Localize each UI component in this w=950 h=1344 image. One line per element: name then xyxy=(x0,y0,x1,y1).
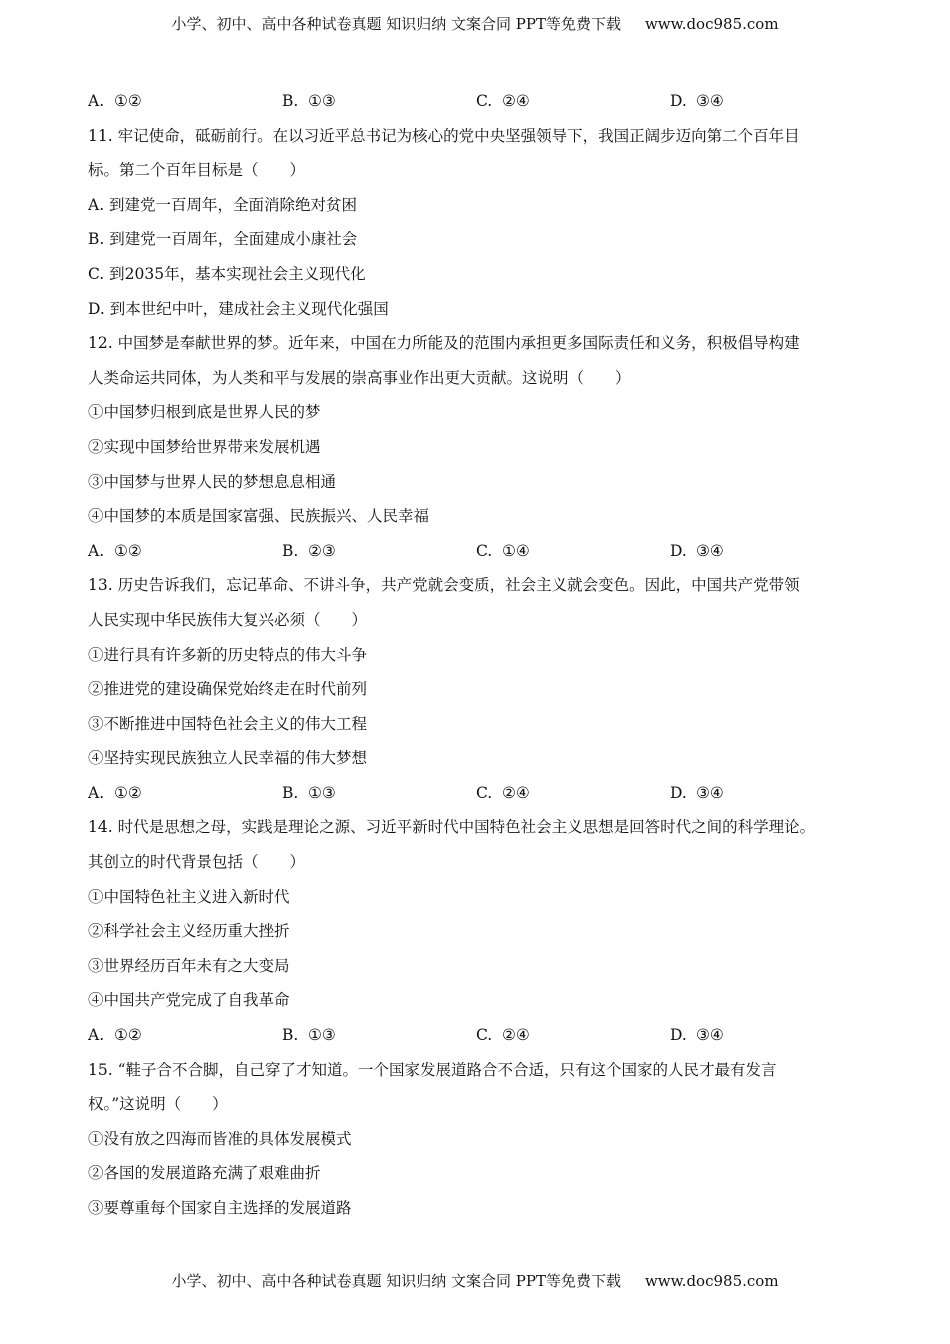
answer-options xyxy=(88,534,868,569)
question-stem: 权。”这说明（ ） xyxy=(88,1095,228,1114)
option-b: B. ②③ xyxy=(282,541,336,560)
option-b: B. ①③ xyxy=(282,1026,336,1045)
option-d: D. ③④ xyxy=(670,541,724,560)
option-a: A. ①② xyxy=(88,92,142,110)
option-d: D. ③④ xyxy=(670,783,724,802)
option-d: D. ③④ xyxy=(670,92,724,110)
statement-item: ①中国特色社主义进入新时代 xyxy=(88,887,290,906)
statement-item: ②科学社会主义经历重大挫折 xyxy=(88,922,290,941)
question-13 xyxy=(88,568,868,810)
question-stem: 人类命运共同体，为人类和平与发展的崇高事业作出更大贡献。这说明（ ） xyxy=(88,368,631,387)
question-stem: 人民实现中华民族伟大复兴必须（ ） xyxy=(88,610,368,629)
statement-item: ①进行具有许多新的历史特点的伟大斗争 xyxy=(88,645,368,664)
statement-item: ③要尊重每个国家自主选择的发展道路 xyxy=(88,1199,352,1217)
statement-item: ②各国的发展道路充满了艰难曲折 xyxy=(88,1164,321,1183)
question-stem: 14. 时代是思想之母，实践是理论之源、习近平新时代中国特色社会主义思想是回答时代之间的科学理论。 xyxy=(88,818,816,837)
choice-item: B. 到建党一百周年，全面建成小康社会 xyxy=(88,230,358,249)
option-c: C. ②④ xyxy=(476,1026,530,1045)
statement-item: ③世界经历百年未有之大变局 xyxy=(88,956,290,975)
statement-item: ④中国共产党完成了自我革命 xyxy=(88,991,290,1010)
question-stem: 12. 中国梦是奉献世界的梦。近年来，中国在力所能及的范围内承担更多国际责任和义务，积极倡导构建 xyxy=(88,334,800,353)
footer-site-link[interactable]: www.doc985.com xyxy=(644,1272,779,1290)
statement-item: ③不断推进中国特色社会主义的伟大工程 xyxy=(88,714,368,733)
page-footer xyxy=(0,1270,950,1291)
statement-item: ④中国梦的本质是国家富强、民族振兴、人民幸福 xyxy=(88,507,430,526)
statement-item: ④坚持实现民族独立人民幸福的伟大梦想 xyxy=(88,749,368,768)
document-body xyxy=(88,84,868,1226)
option-b: B. ①③ xyxy=(282,92,336,110)
question-stem: 标。第二个百年目标是（ ） xyxy=(88,161,306,180)
footer-text: 小学、初中、高中各种试卷真题 知识归纳 文案合同 PPT等免费下载 xyxy=(171,1272,621,1290)
option-c: C. ①④ xyxy=(476,541,530,560)
question-15 xyxy=(88,1053,868,1226)
statement-item: ①中国梦归根到底是世界人民的梦 xyxy=(88,403,321,422)
option-a: A. ①② xyxy=(88,783,142,802)
question-12 xyxy=(88,326,868,568)
question-stem: 其创立的时代背景包括（ ） xyxy=(88,853,306,872)
option-c: C. ②④ xyxy=(476,783,530,802)
answer-options xyxy=(88,776,868,811)
question-11 xyxy=(88,119,868,327)
question-stem: 15. “鞋子合不合脚，自己穿了才知道。一个国家发展道路合不合适，只有这个国家的人民才最有发言 xyxy=(88,1060,777,1079)
statement-item: ①没有放之四海而皆准的具体发展模式 xyxy=(88,1129,352,1148)
option-c: C. ②④ xyxy=(476,92,530,110)
option-b: B. ①③ xyxy=(282,783,336,802)
question-stem: 11. 牢记使命，砥砺前行。在以习近平总书记为核心的党中央坚强领导下，我国正阔步迈向第二个百年目 xyxy=(88,126,800,145)
statement-item: ②推进党的建设确保党始终走在时代前列 xyxy=(88,680,368,699)
header-site-link[interactable]: www.doc985.com xyxy=(644,15,779,33)
choice-item: C. 到2035年，基本实现社会主义现代化 xyxy=(88,264,366,283)
option-a: A. ①② xyxy=(88,541,142,560)
question-stem: 13. 历史告诉我们，忘记革命、不讲斗争，共产党就会变质，社会主义就会变色。因此，中国共产党带领 xyxy=(88,576,800,595)
option-a: A. ①② xyxy=(88,1026,142,1045)
statement-item: ②实现中国梦给世界带来发展机遇 xyxy=(88,437,321,456)
header-text: 小学、初中、高中各种试卷真题 知识归纳 文案合同 PPT等免费下载 xyxy=(171,15,621,33)
statement-item: ③中国梦与世界人民的梦想息息相通 xyxy=(88,472,337,491)
page-header xyxy=(0,13,950,34)
choice-item: D. 到本世纪中叶，建成社会主义现代化强国 xyxy=(88,299,389,318)
choice-item: A. 到建党一百周年，全面消除绝对贫困 xyxy=(88,195,358,214)
answer-options xyxy=(88,84,868,119)
option-d: D. ③④ xyxy=(670,1026,724,1045)
question-14 xyxy=(88,810,868,1052)
answer-options xyxy=(88,1018,868,1053)
